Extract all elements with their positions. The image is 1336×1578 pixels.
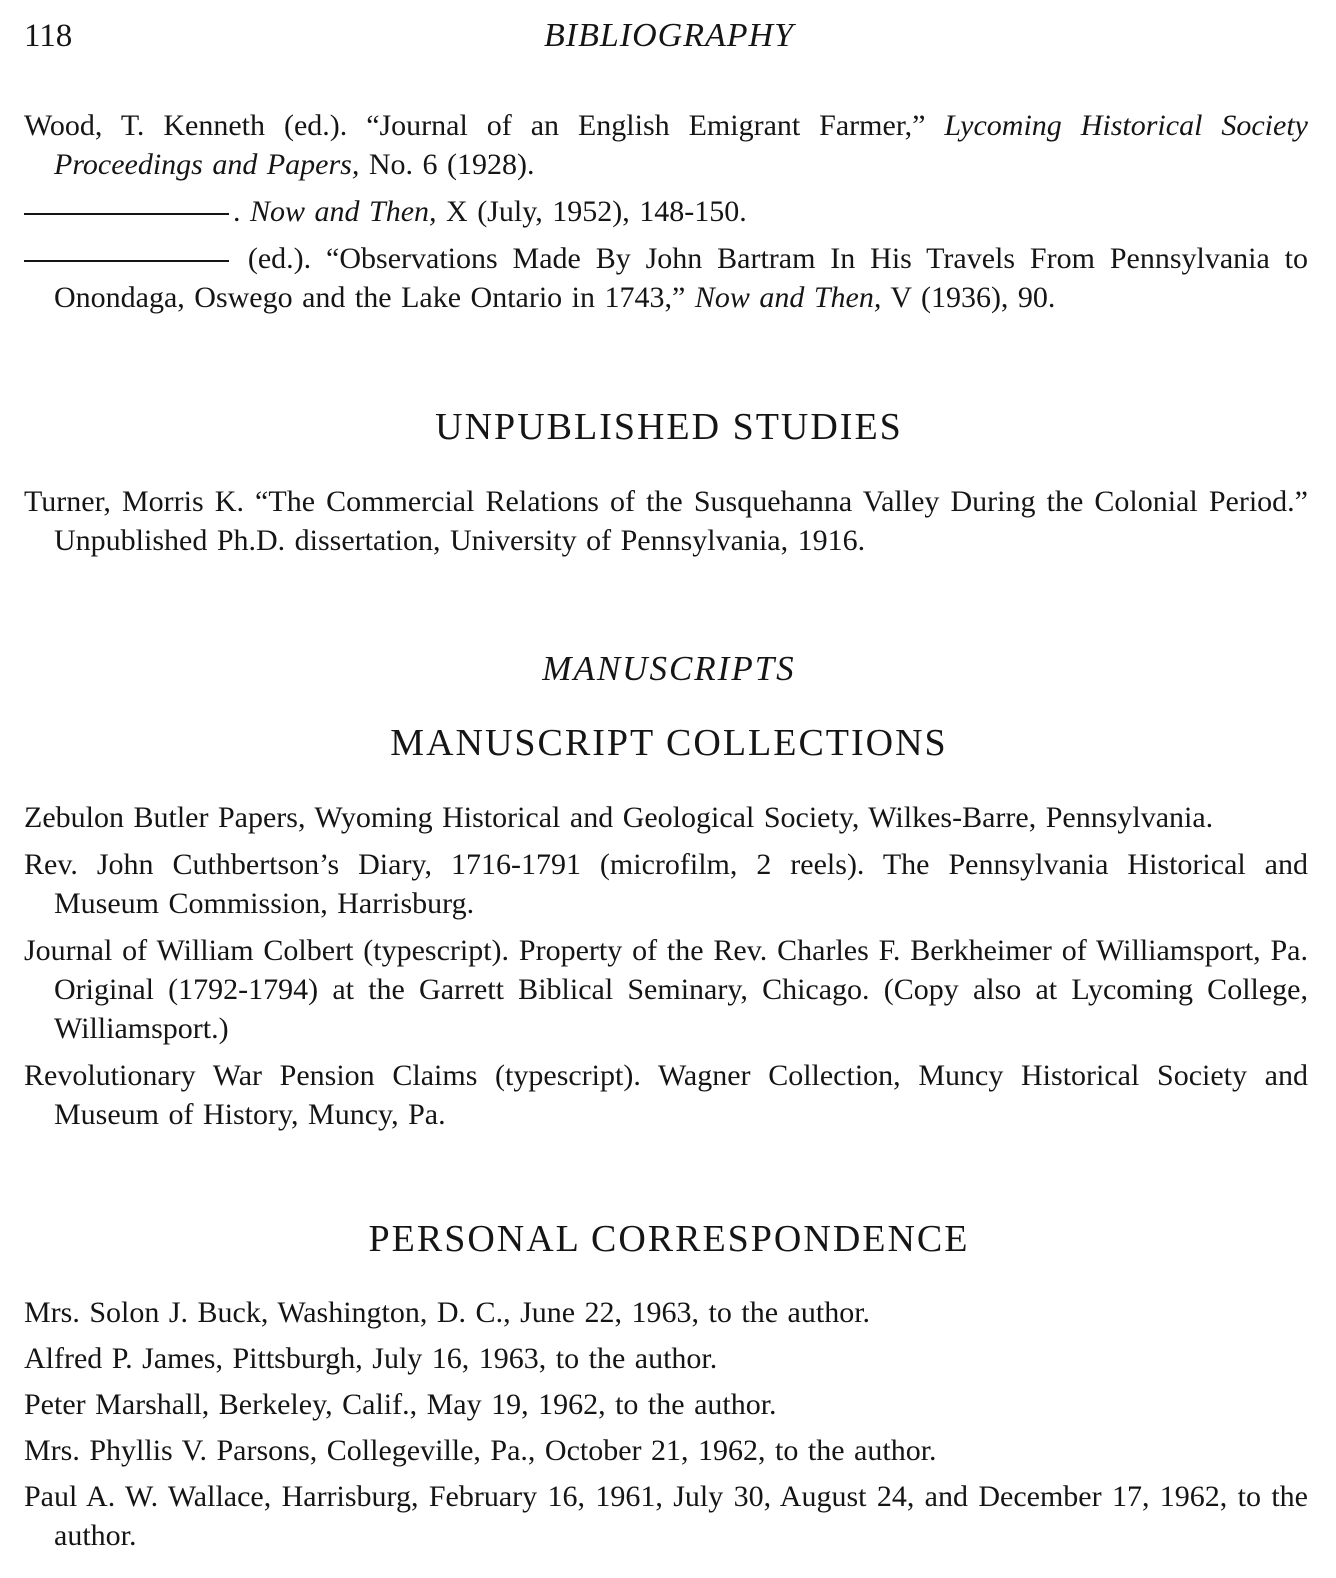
running-head: BIBLIOGRAPHY [544,17,794,54]
page-header [24,14,1314,58]
ditto-rule [24,213,229,215]
bibliography-entry: Paul A. W. Wallace, Harrisburg, February 16, 1961, July 30, August 24, and December 17, 1962, to the author. [24,1480,1308,1552]
collection-entries [24,798,1308,1142]
bibliography-entry: Zebulon Butler Papers, Wyoming Historical and Geological Society, Wilkes-Barre, Pennsylvania. [24,801,1214,834]
unpublished-entries [24,482,1308,560]
page-number: 118 [24,18,73,54]
bibliography-entry: (ed.). “Observations Made By John Bartram In His Travels From Pennsylvania to Onondaga, Oswego and the Lake Ontario in 1743,” Now and Then, V (1936), 90. [24,239,1308,317]
bibliography-entry: Mrs. Phyllis V. Parsons, Collegeville, Pa., October 21, 1962, to the author. [24,1434,937,1467]
wood-entries [24,106,1308,325]
heading-unpublished-studies: UNPUBLISHED STUDIES [435,406,903,448]
heading-personal-correspondence: PERSONAL CORRESPONDENCE [368,1218,970,1260]
bibliography-entry: Peter Marshall, Berkeley, Calif., May 19, 1962, to the author. [24,1388,777,1421]
bibliography-entry: . Now and Then, X (July, 1952), 148-150. [24,192,1308,231]
bibliography-entry: Rev. John Cuthbertson’s Diary, 1716-1791 (microfilm, 2 reels). The Pennsylvania Historical and Museum Commission, Harrisburg. [24,848,1308,920]
heading-manuscript-collections: MANUSCRIPT COLLECTIONS [390,722,948,764]
ditto-rule [24,260,229,262]
heading-manuscripts: MANUSCRIPTS [542,649,796,688]
bibliography-entry: Alfred P. James, Pittsburgh, July 16, 1963, to the author. [24,1342,718,1375]
bibliography-entry: Journal of William Colbert (typescript). Property of the Rev. Charles F. Berkheimer of Williamsport, Pa. Original (1792-1794) at the Garrett Biblical Seminary, Chicago. (Copy also at Lycoming College, Williamsport.) [24,934,1308,1045]
correspondence-entries [24,1293,1308,1562]
bibliography-entry: Mrs. Solon J. Buck, Washington, D. C., June 22, 1963, to the author. [24,1296,871,1329]
bibliography-entry: Revolutionary War Pension Claims (typescript). Wagner Collection, Muncy Historical Society and Museum of History, Muncy, Pa. [24,1059,1308,1131]
bibliography-entry: Turner, Morris K. “The Commercial Relations of the Susquehanna Valley During the Colonial Period.” Unpublished Ph.D. dissertation, University of Pennsylvania, 1916. [24,485,1308,557]
bibliography-entry: Wood, T. Kenneth (ed.). “Journal of an English Emigrant Farmer,” Lycoming Historical Society Proceedings and Papers, No. 6 (1928). [24,109,1308,181]
